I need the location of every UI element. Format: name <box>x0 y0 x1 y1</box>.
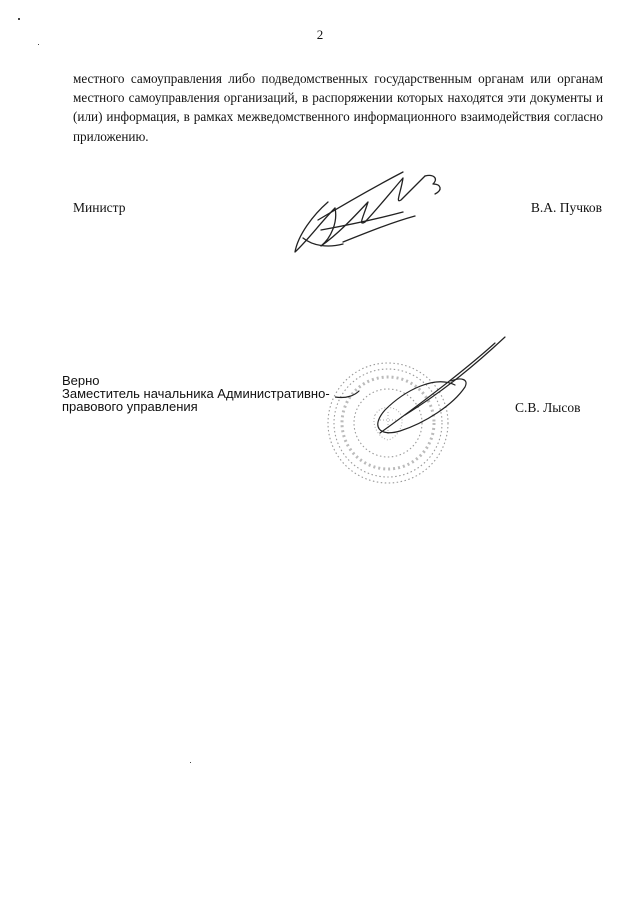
minister-name: В.А. Пучков <box>530 200 602 215</box>
scan-speck <box>38 44 39 45</box>
minister-signature <box>283 160 453 260</box>
deputy-name: С.В. Лысов <box>515 400 581 415</box>
body-line: местного самоуправления либо подведомственных государственным органам <box>73 71 524 86</box>
body-line: или органам местного самоуправления организаций, в распоряжении которых <box>73 71 604 106</box>
deputy-position-line1: Заместитель начальника Административно- <box>62 386 330 401</box>
deputy-position-line2: правового управления <box>62 399 198 414</box>
minister-title: Министр <box>73 200 126 215</box>
body-line: информационного взаимодействия согласно приложению. <box>73 109 604 144</box>
scan-speck <box>190 762 191 763</box>
verno-label: Верно <box>62 373 100 388</box>
body-paragraph <box>73 69 603 146</box>
deputy-signature <box>335 335 510 445</box>
scan-speck <box>18 18 20 20</box>
page-number: 2 <box>316 27 324 42</box>
body-line: находятся эти документы и (или) информация, в рамках межведомственного <box>73 90 604 125</box>
certification-block <box>62 374 330 413</box>
